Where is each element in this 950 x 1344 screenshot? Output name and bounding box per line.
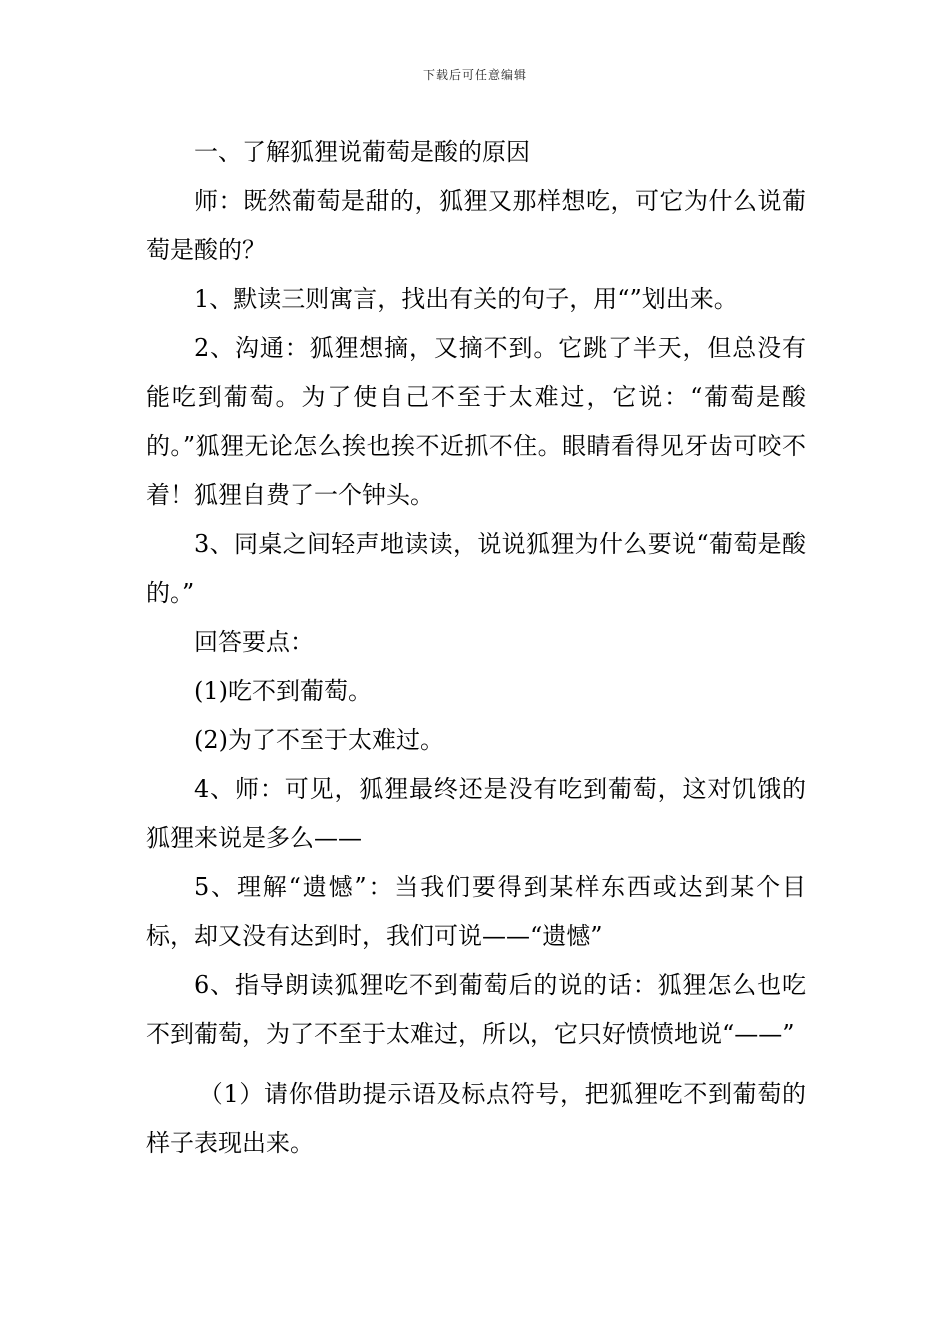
document-body: [146, 128, 806, 1168]
paragraph: 6、指导朗读狐狸吃不到葡萄后的说的话：狐狸怎么也吃不到葡萄，为了不至于太难过，所以，它只好愤愤地说“——”: [146, 971, 806, 1048]
paragraph: (2)为了不至于太难过。: [194, 726, 444, 754]
paragraph: 1、默读三则寓言，找出有关的句子，用“”划出来。: [194, 285, 738, 313]
paragraph: 回答要点：: [194, 628, 314, 656]
paragraph: 师：既然葡萄是甜的，狐狸又那样想吃，可它为什么说葡萄是酸的？: [146, 187, 806, 264]
paragraph: 2、沟通：狐狸想摘，又摘不到。它跳了半天，但总没有能吃到葡萄。为了使自己不至于太难过，它说：“葡萄是酸的。”狐狸无论怎么挨也挨不近抓不住。眼睛看得见牙齿可咬不着！狐狸自费了一个钟头。: [146, 334, 806, 509]
paragraph: (1)吃不到葡萄。: [194, 677, 372, 705]
paragraph: 4、师：可见，狐狸最终还是没有吃到葡萄，这对饥饿的狐狸来说是多么——: [146, 775, 806, 852]
section-heading: 一、了解狐狸说葡萄是酸的原因: [194, 138, 530, 166]
paragraph: 5、理解“遗憾”：当我们要得到某样东西或达到某个目标，却又没有达到时，我们可说——“遗憾”: [146, 873, 806, 950]
page-header: 下载后可任意编辑: [422, 68, 527, 82]
paragraph: 3、同桌之间轻声地读读，说说狐狸为什么要说“葡萄是酸的。”: [146, 530, 806, 607]
paragraph: （1）请你借助提示语及标点符号，把狐狸吃不到葡萄的样子表现出来。: [146, 1080, 806, 1157]
